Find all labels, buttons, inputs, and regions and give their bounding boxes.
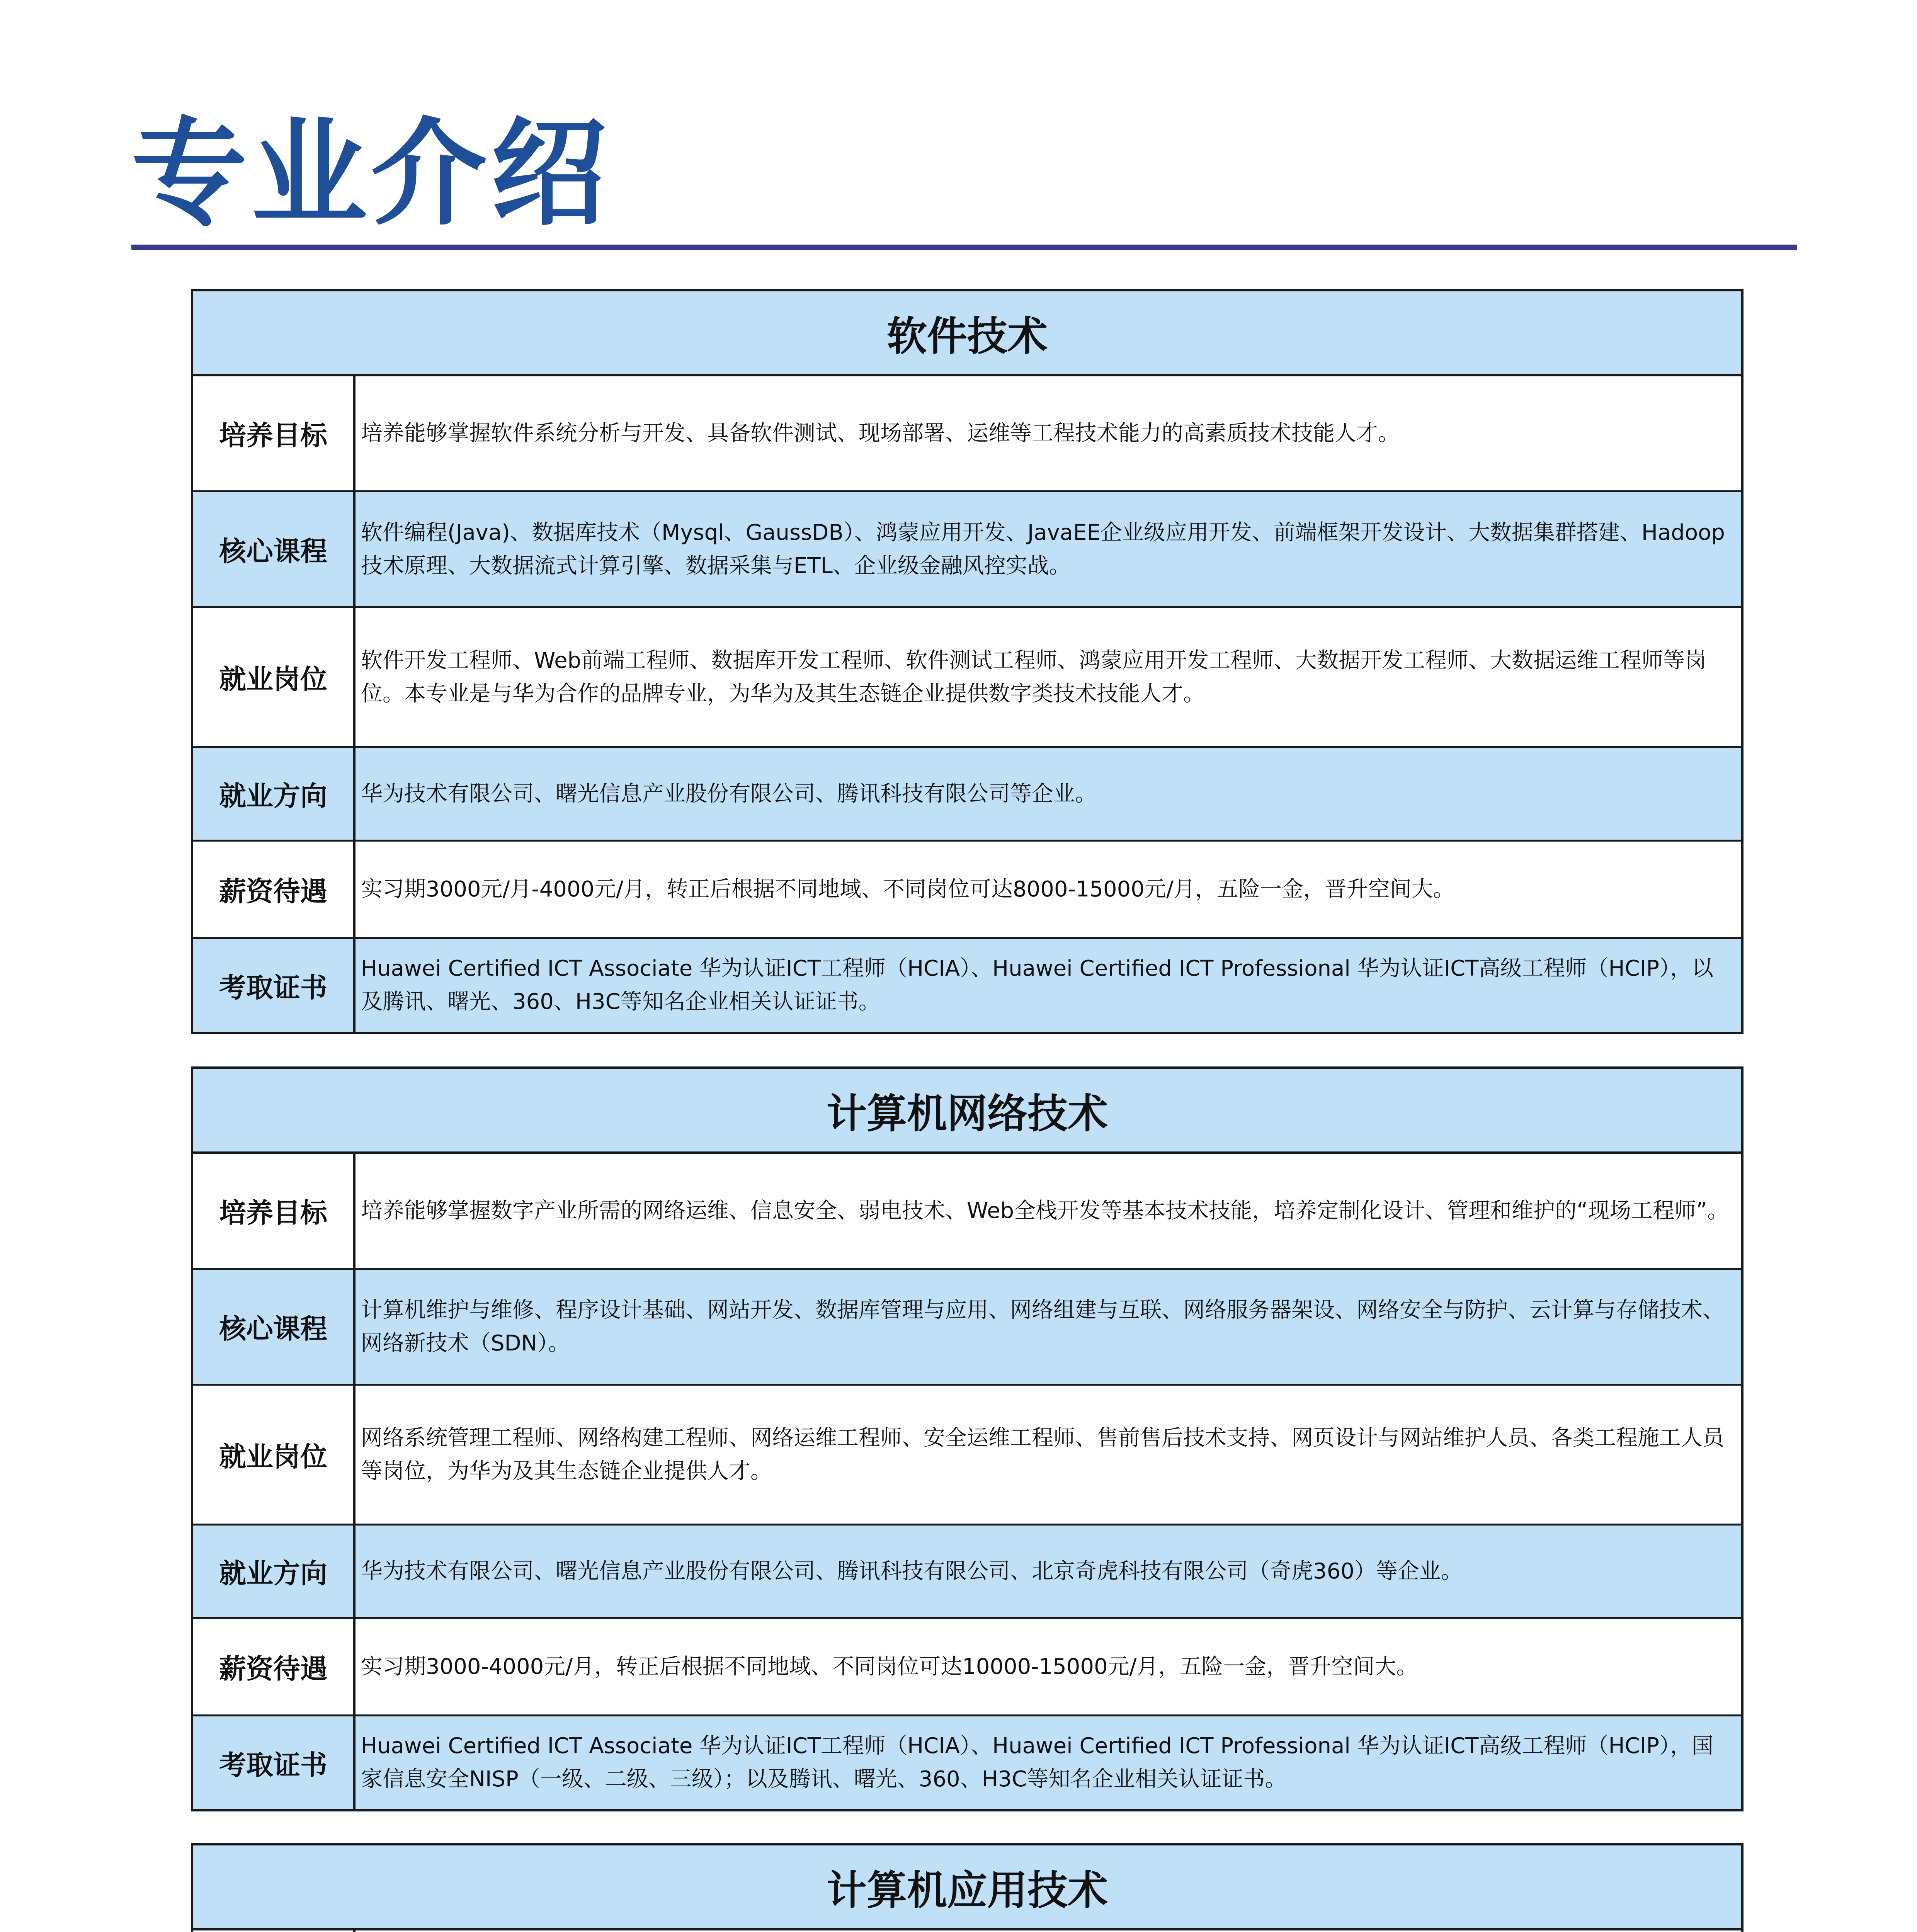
row-value: 实习期3000-4000元/月，转正后根据不同地域、不同岗位可达10000-15000元/月，五险一金，晋升空间大。 xyxy=(361,1654,1418,1679)
major-header: 计算机网络技术 xyxy=(193,1069,1741,1154)
table-row xyxy=(193,376,1741,492)
table-row xyxy=(193,939,1741,1032)
row-value: 软件开发工程师、Web前端工程师、数据库开发工程师、软件测试工程师、鸿蒙应用开发工程师、大数据开发工程师、大数据运维工程师等岗位。本专业是与华为合作的品牌专业，为华为及其生态链企业提供数字类技术技能人才。 xyxy=(361,648,1707,706)
table-row xyxy=(193,1386,1741,1526)
row-value: 培养能够掌握软件系统分析与开发、具备软件测试、现场部署、运维等工程技术能力的高素质技术技能人才。 xyxy=(361,420,1400,446)
row-label xyxy=(193,1930,356,1932)
table-row xyxy=(193,1716,1741,1809)
row-value: Huawei Certified ICT Associate 华为认证ICT工程师（HCIA）、Huawei Certified ICT Professional 华为认证ICT高级工程师（HCIP），以及腾讯、曙光、360、H3C等知名企业相关认证证书。 xyxy=(361,956,1713,1014)
row-label: 就业方向 xyxy=(193,748,356,840)
row-label: 考取证书 xyxy=(193,1716,356,1809)
row-value: 华为技术有限公司、曙光信息产业股份有限公司、腾讯科技有限公司等企业。 xyxy=(361,781,1097,806)
row-value: Huawei Certified ICT Associate 华为认证ICT工程师（HCIA）、Huawei Certified ICT Professional 华为认证ICT高级工程师（HCIP），国家信息安全NISP（一级、二级、三级）；以及腾讯、曙光、360、H3C等知名企业相关认证证书。 xyxy=(361,1733,1713,1792)
major-header: 软件技术 xyxy=(193,291,1741,376)
table-row xyxy=(193,748,1741,842)
row-label: 就业岗位 xyxy=(193,1386,356,1524)
row-value: 软件编程(Java)、数据库技术（Mysql、GaussDB）、鸿蒙应用开发、JavaEE企业级应用开发、前端框架开发设计、大数据集群搭建、Hadoop技术原理、大数据流式计算引擎、数据采集与ETL、企业级金融风控实战。 xyxy=(361,520,1725,578)
table-row xyxy=(193,1526,1741,1619)
row-label: 就业岗位 xyxy=(193,608,356,746)
table-row xyxy=(193,842,1741,939)
table-row xyxy=(193,1270,1741,1386)
row-value: 实习期3000元/月-4000元/月，转正后根据不同地域、不同岗位可达8000-15000元/月，五险一金，晋升空间大。 xyxy=(361,876,1455,902)
table-row xyxy=(193,1930,1741,1932)
major-table-software xyxy=(191,289,1744,1034)
row-value xyxy=(356,1930,1741,1932)
table-row xyxy=(193,1154,1741,1270)
title-divider xyxy=(131,245,1797,250)
row-value: 培养能够掌握数字产业所需的网络运维、信息安全、弱电技术、Web全栈开发等基本技术技能，培养定制化设计、管理和维护的“现场工程师”。 xyxy=(361,1198,1729,1223)
table-row xyxy=(193,608,1741,748)
row-label: 薪资待遇 xyxy=(193,842,356,937)
row-label: 培养目标 xyxy=(193,1154,356,1268)
major-table-application xyxy=(191,1843,1744,1932)
table-row xyxy=(193,1619,1741,1716)
row-label: 培养目标 xyxy=(193,376,356,490)
row-label: 就业方向 xyxy=(193,1526,356,1617)
row-label: 核心课程 xyxy=(193,492,356,606)
major-header: 计算机应用技术 xyxy=(193,1845,1741,1930)
page-title: 专业介绍 xyxy=(131,106,611,241)
row-label: 薪资待遇 xyxy=(193,1619,356,1714)
row-value: 华为技术有限公司、曙光信息产业股份有限公司、腾讯科技有限公司、北京奇虎科技有限公司（奇虎360）等企业。 xyxy=(361,1558,1463,1584)
row-value: 计算机维护与维修、程序设计基础、网站开发、数据库管理与应用、网络组建与互联、网络服务器架设、网络安全与防护、云计算与存储技术、网络新技术（SDN）。 xyxy=(361,1297,1724,1356)
table-row xyxy=(193,492,1741,608)
row-value: 网络系统管理工程师、网络构建工程师、网络运维工程师、安全运维工程师、售前售后技术支持、网页设计与网站维护人员、各类工程施工人员等岗位，为华为及其生态链企业提供人才。 xyxy=(361,1425,1724,1484)
major-table-network xyxy=(191,1066,1744,1811)
row-label: 考取证书 xyxy=(193,939,356,1032)
row-label: 核心课程 xyxy=(193,1270,356,1384)
